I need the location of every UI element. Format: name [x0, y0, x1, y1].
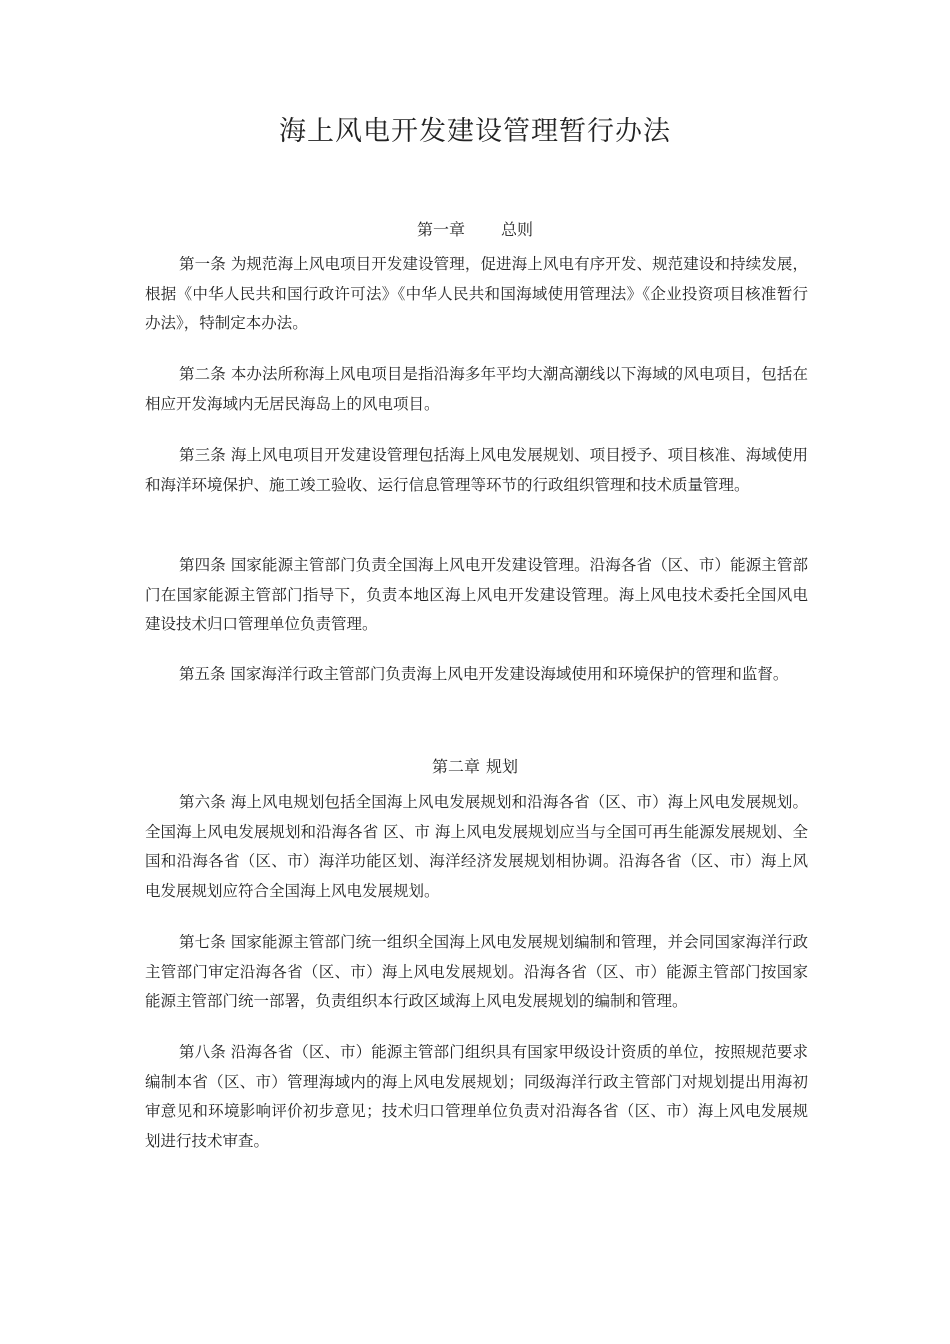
document-title: 海上风电开发建设管理暂行办法: [279, 116, 671, 147]
chapter-number: 第二章: [431, 757, 480, 776]
article-7: 第七条 国家能源主管部门统一组织全国海上风电发展规划编制和管理，并会同国家海洋行政主管部门审定沿海各省（区、市）海上风电发展规划。沿海各省（区、市）能源主管部门按国家能源主管部门统一部署，负责组织本行政区域海上风电发展规划的编制和管理。: [145, 933, 808, 1010]
article-5: 第五条 国家海洋行政主管部门负责海上风电开发建设海域使用和环境保护的管理和监督。: [179, 665, 789, 683]
article-4: 第四条 国家能源主管部门负责全国海上风电开发建设管理。沿海各省（区、市）能源主管部门在国家能源主管部门指导下，负责本地区海上风电开发建设管理。海上风电技术委托全国风电建设技术归口管理单位负责管理。: [145, 556, 808, 633]
chapter-name: 规划: [486, 757, 519, 776]
article-6: 第六条 海上风电规划包括全国海上风电发展规划和沿海各省（区、市）海上风电发展规划。全国海上风电发展规划和沿海各省 区、市 海上风电发展规划应当与全国可再生能源发展规划、全国和沿海各省（区、市）海洋功能区划、海洋经济发展规划相协调。沿海各省（区、市）海上风电发展规划应符合全国海上风电发展规划。: [145, 793, 808, 900]
article-3: 第三条 海上风电项目开发建设管理包括海上风电发展规划、项目授予、项目核准、海域使用和海洋环境保护、施工竣工验收、运行信息管理等环节的行政组织管理和技术质量管理。: [145, 446, 808, 494]
chapter-heading-1: [0, 218, 950, 242]
chapter-heading-2: [0, 755, 950, 779]
chapter-number: 第一章: [416, 220, 465, 239]
article-1: 第一条 为规范海上风电项目开发建设管理，促进海上风电有序开发、规范建设和持续发展，根据《中华人民共和国行政许可法》《中华人民共和国海域使用管理法》《企业投资项目核准暂行办法》，特制定本办法。: [145, 255, 808, 332]
article-2: 第二条 本办法所称海上风电项目是指沿海多年平均大潮高潮线以下海域的风电项目，包括在相应开发海域内无居民海岛上的风电项目。: [145, 365, 808, 413]
chapter-name: 总则: [501, 220, 534, 239]
article-8: 第八条 沿海各省（区、市）能源主管部门组织具有国家甲级设计资质的单位，按照规范要求编制本省（区、市）管理海域内的海上风电发展规划；同级海洋行政主管部门对规划提出用海初审意见和环境影响评价初步意见；技术归口管理单位负责对沿海各省（区、市）海上风电发展规划进行技术审查。: [145, 1043, 808, 1150]
